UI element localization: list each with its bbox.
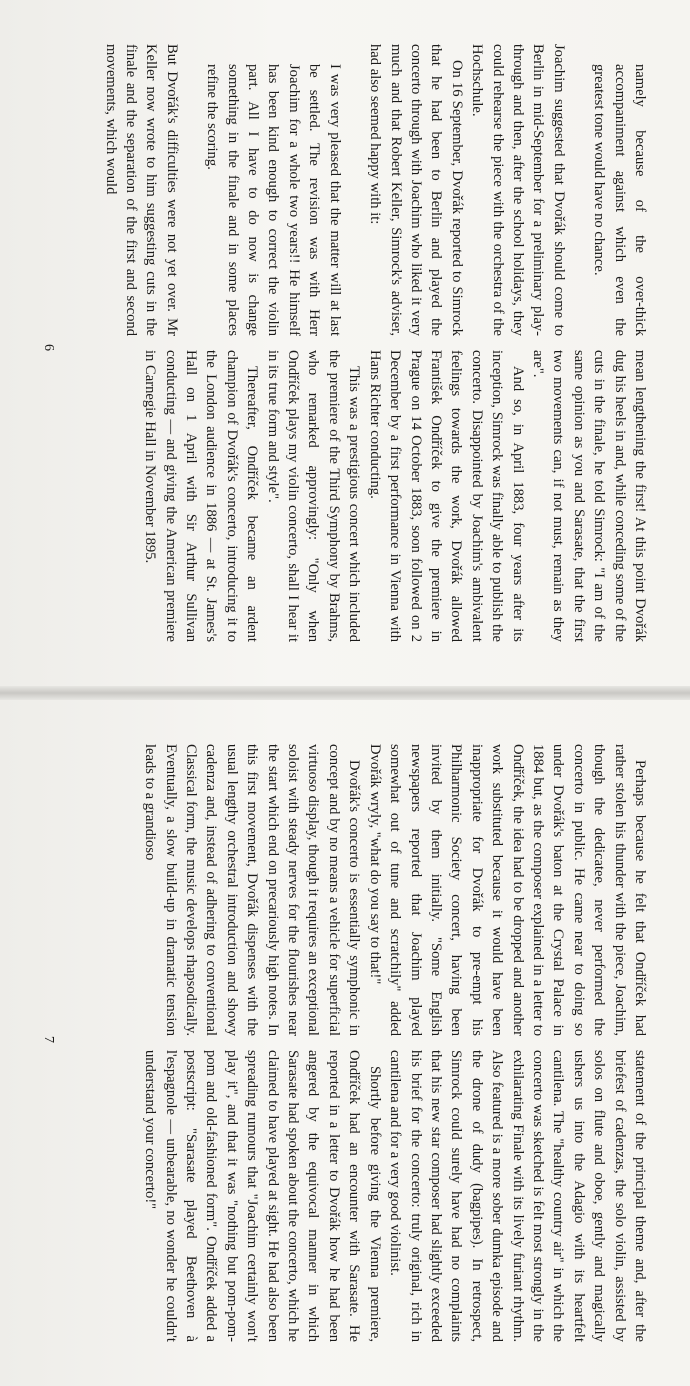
paragraph: Shortly before giving the Vienna premiere, Ondříček had an encounter with Sarasate. He reported in a letter to Dvořák how he had been angered by the equivocal manner in which Sarasate had spoken about the concerto, which he claimed to have played at sight. He had also been spreading rumours that "Joachim certainly won't play it", and that it was "nothing but pom-pom-pom and old-fashioned form". Ondříček added a postscript: "Sarasate played Beethoven à l'espagnole — unbearable, no wonder he couldn't understand your concerto!" xyxy=(142,1050,383,1342)
right-page-column-1 xyxy=(140,744,650,1036)
left-page-column-1 xyxy=(100,44,650,336)
right-page-column-2 xyxy=(140,1050,650,1342)
paragraph: mean lengthening the first! At this point Dvořák dug his heels in and, while conceding some of the cuts in the finale, he told Simrock: "I am of the same opinion as you and Sarasate, that the first two movements can, if not must, remain as they are". xyxy=(529,350,648,642)
page-number: 6 xyxy=(41,344,56,351)
page-number: 7 xyxy=(41,1036,56,1043)
paragraph: Thereafter, Ondříček became an ardent champion of Dvořák's concerto, introducing it to the London audience in 1886 — at St. James's Hall on 1 April with Sir Arthur Sullivan conducting — and giving the American premiere in Carnegie Hall in November 1895. xyxy=(142,350,261,642)
left-page-column-2 xyxy=(140,350,650,642)
block-quote: namely because of the over-thick accompaniment against which even the greatest tone would have no chance. xyxy=(591,64,648,336)
paragraph: This was a prestigious concert which included the premiere of the Third Symphony by Brahms, who remarked approvingly: "Only when Ondříček plays my violin concerto, shall I hear it in its true form and style". xyxy=(264,350,363,642)
block-quote: I was very pleased that the matter will at last be settled. The revision was with Herr Joachim for a whole two years!! He himself has been kind enough to correct the violin part. All I have to do now is change something in the finale and in some places refine the scoring. xyxy=(204,64,343,336)
paragraph: statement of the principal theme and, after the briefest of cadenzas, the solo violin, assisted by solos on flute and oboe, gently and magically ushers us into the Adagio with its heartfelt cantilena. The "healthy country air" in which the concerto was sketched is felt most strongly in the exhilarating Finale with its lively furiant rhythm. Also featured is a more sober dumka episode and the drone of dudy (bagpipes). In retrospect, Simrock could surely have had no complaints that his new star composer had slightly exceeded his brief for the concerto: truly original, rich in cantilena and for a very good violinist. xyxy=(387,1050,648,1342)
left-page xyxy=(0,0,690,688)
paragraph: But Dvořák's difficulties were not yet over. Mr Keller now wrote to him suggesting cuts in the finale and the separation of the first and second movements, which would xyxy=(102,44,180,336)
paragraph: Perhaps because he felt that Ondříček had rather stolen his thunder with the piece, Joachim, though the dedicatee, never performed the concerto in public. He came near to doing so under Dvořák's baton at the Crystal Palace in 1884 but, as the composer explained in a letter to Ondříček, the idea had to be dropped and another work substituted because it would have been inappropriate for Dvořák to pre-empt his Philharmonic Society concert, having been invited by them initially. "Some English newspapers reported that Joachim played somewhat out of tune and scratchily" added Dvořák wryly, "what do you say to that!" xyxy=(366,744,648,1036)
paragraph: On 16 September, Dvořák reported to Simrock that he had been to Berlin and played the concerto through with Joachim who liked it very much and that Robert Keller, Simrock's adviser, had also seemed happy with it: xyxy=(367,44,465,336)
paragraph: Dvořák's concerto is essentially symphonic in concept and by no means a vehicle for superficial virtuoso display, though it requires an exceptional soloist with steady nerves for the flourishes near the start which end on precariously high notes. In this first movement, Dvořák dispenses with the usual lengthy orchestral introduction and showy cadenza and, instead of adhering to conventional Classical form, the music develops rhapsodically. Eventually, a slow build-up in dramatic tension leads to a grandioso xyxy=(142,744,363,1036)
paragraph: And so, in April 1883, four years after its inception, Simrock was finally able to publish the concerto. Disappointed by Joachim's ambivalent feelings towards the work, Dvořák allowed František Ondříček to give the premiere in Prague on 14 October 1883, soon followed on 2 December by a first performance in Vienna with Hans Richter conducting. xyxy=(366,350,526,642)
paragraph: Joachim suggested that Dvořák should come to Berlin in mid-September for a preliminary play-through and then, after the school holidays, they could rehearse the piece with the orchestra of the Hochschule. xyxy=(469,44,567,336)
right-page xyxy=(0,698,690,1386)
